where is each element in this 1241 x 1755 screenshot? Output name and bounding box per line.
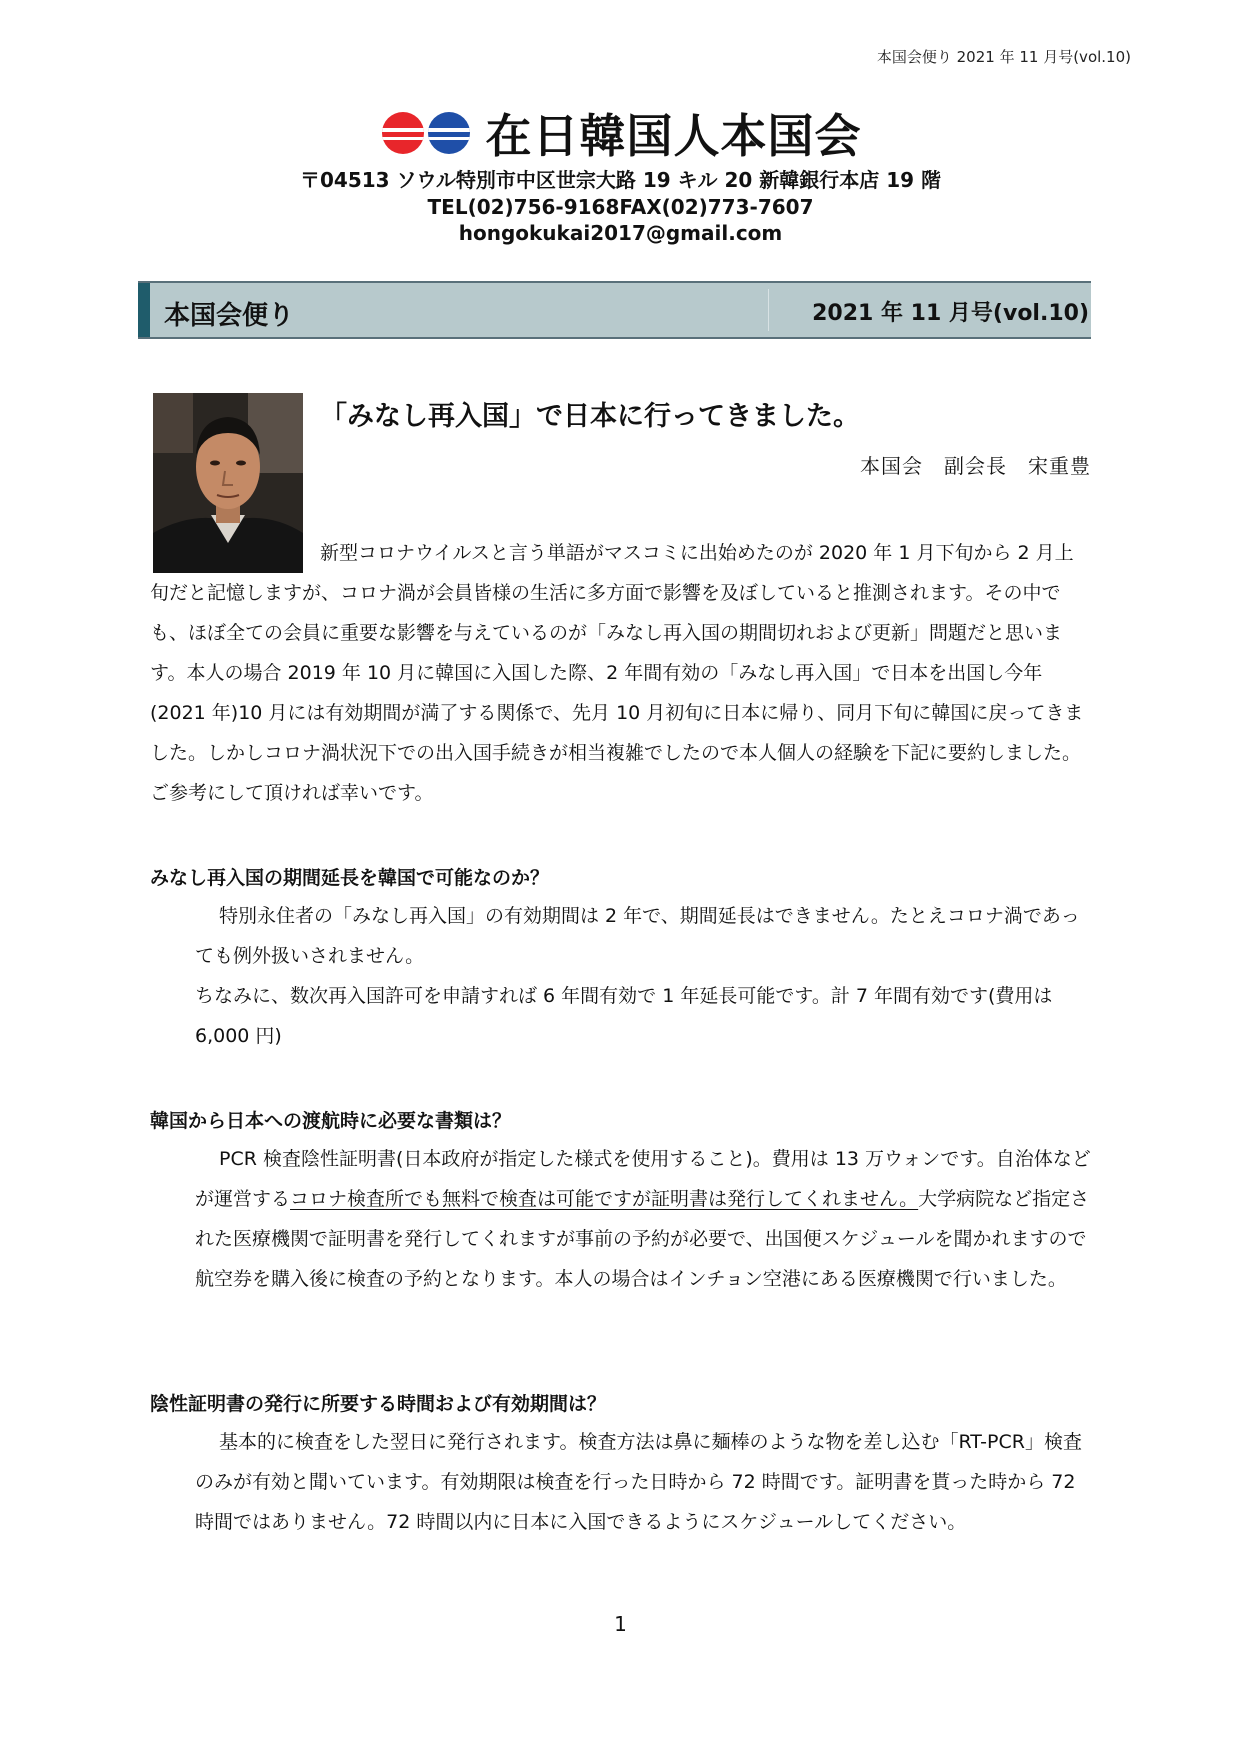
banner-title: 本国会便り: [164, 301, 295, 331]
section-paragraph: [195, 1139, 1092, 1299]
section-heading-extension: みなし再入国の期間延長を韓国で可能なのか？: [150, 867, 550, 889]
text-run: PCR 検査陰性証明書(日本政府が指定した様式を使用すること)。費用は 13 万ウォンです。自治体などが運営する: [195, 1148, 1091, 1210]
section-body-documents: [195, 1139, 1092, 1299]
banner-accent: [138, 283, 150, 337]
text-run: 大学病院など指定された医療機関で証明書を発行してくれますが事前の予約が必要で、出国便スケジュールを聞かれますので航空券を購入後に検査の予約となります。本人の場合はインチョン空港にある医療機関で行いました。: [195, 1188, 1090, 1290]
section-paragraph: 特別永住者の「みなし再入国」の有効期間は 2 年で、期間延長はできません。たとえコロナ渦であっても例外扱いされません。: [195, 905, 1080, 967]
red-blue-circles-logo-icon: [380, 110, 472, 156]
organization-name: 在日韓国人本国会: [485, 109, 862, 163]
section-body-extension: [195, 896, 1092, 1056]
banner-issue: 2021 年 11 月号(vol.10): [812, 301, 1089, 326]
email: hongokukai2017@gmail.com: [458, 221, 783, 245]
byline: 本国会 副会長 宋重豊: [860, 454, 1091, 478]
running-header: 本国会便り 2021 年 11 月号(vol.10): [876, 48, 1131, 66]
phone-fax: TEL(02)756-9168FAX(02)773-7607: [427, 195, 814, 219]
address: 〒04513 ソウル特別市中区世宗大路 19 キル 20 新韓銀行本店 19 階: [299, 168, 942, 192]
page-number: 1: [614, 1612, 627, 1636]
banner-divider: [768, 289, 769, 331]
section-heading-documents: 韓国から日本への渡航時に必要な書類は？: [150, 1110, 512, 1132]
underlined-text: コロナ検査所でも無料で検査は可能ですが証明書は発行してくれません。: [290, 1188, 919, 1210]
section-heading-certificate: 陰性証明書の発行に所要する時間および有効期間は？: [150, 1393, 607, 1415]
section-body-certificate: [195, 1422, 1092, 1542]
intro-paragraph: 新型コロナウイルスと言う単語がマスコミに出始めたのが 2020 年 1 月下旬から 2 月上旬だと記憶しますが、コロナ渦が会員皆様の生活に多方面で影響を及ぼしていると推測されます。その中でも、ほぼ全ての会員に重要な影響を与えているのが「みなし再入国の期間切れおよび更新」問題だと思います。本人の場合 2019 年 10 月に韓国に入国した際、2 年間有効の「みなし再入国」で日本を出国し今年(2021 年)10 月には有効期間が満了する関係で、先月 10 月初旬に日本に帰り、同月下旬に韓国に戻ってきました。しかしコロナ渦状況下での出入国手続きが相当複雑でしたので本人個人の経験を下記に要約しました。ご参考にして頂ければ幸いです。: [150, 542, 1084, 804]
brand: [380, 100, 862, 166]
masthead: [0, 100, 1241, 166]
section-paragraph: ちなみに、数次再入国許可を申請すれば 6 年間有効で 1 年延長可能です。計 7 年間有効です(費用は 6,000 円): [195, 985, 1053, 1047]
section-paragraph: 基本的に検査をした翌日に発行されます。検査方法は鼻に麺棒のような物を差し込む「RT-PCR」検査のみが有効と聞いています。有効期限は検査を行った日時から 72 時間です。証明書を貰った時から 72 時間ではありません。72 時間以内に日本に入国できるようにスケジュールしてください。: [195, 1431, 1082, 1533]
article-title: 「みなし再入国」で日本に行ってきました。: [320, 401, 860, 432]
newsletter-banner: [138, 281, 1091, 339]
